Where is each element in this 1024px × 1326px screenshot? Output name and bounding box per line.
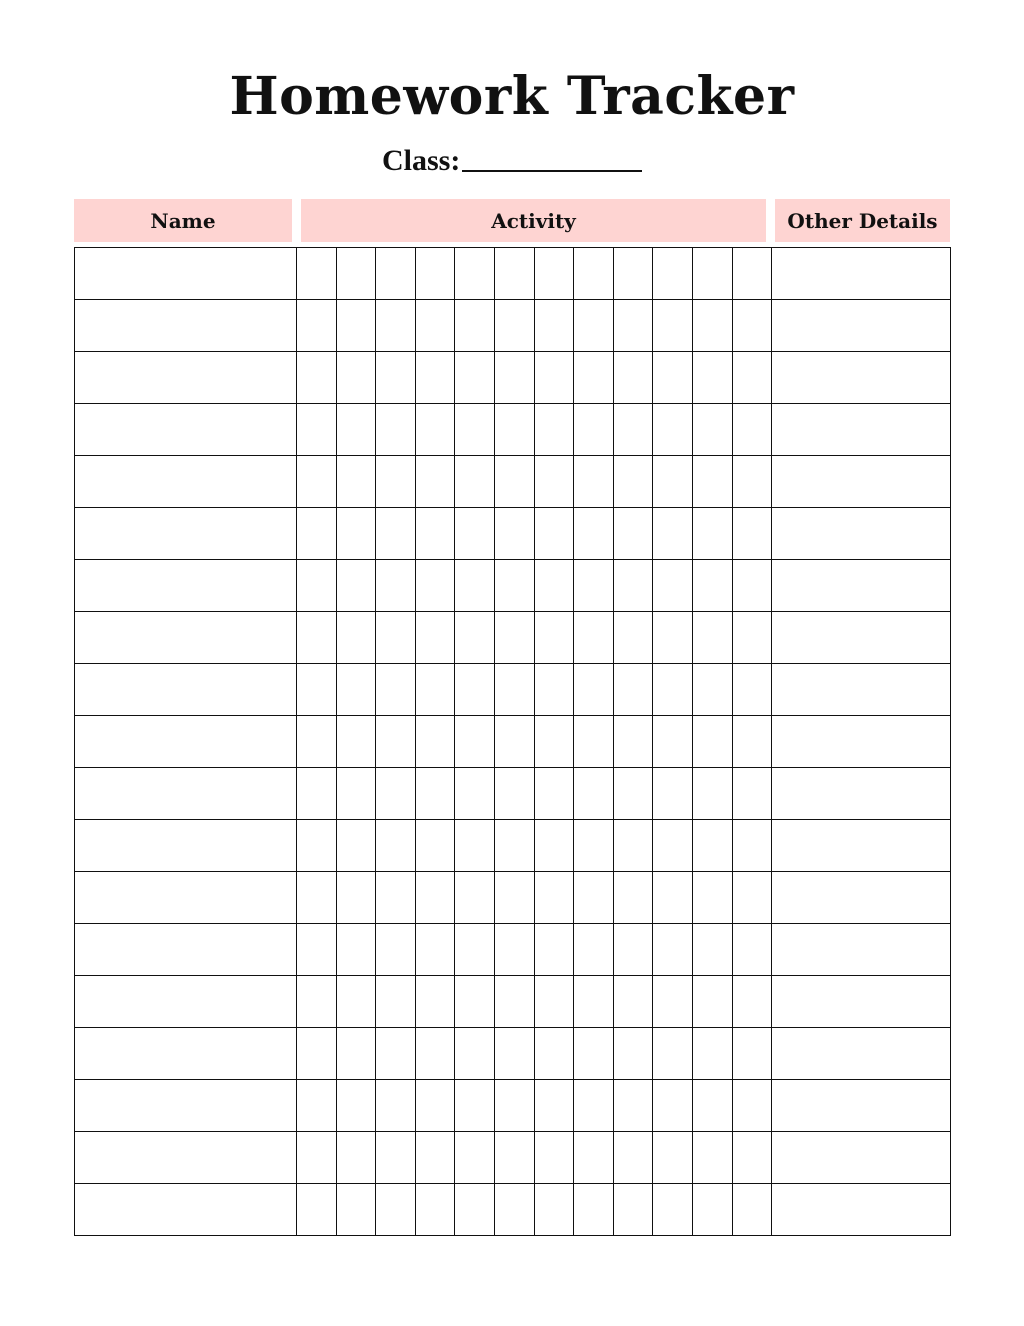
activity-checkbox-cell[interactable] bbox=[732, 976, 772, 1028]
activity-checkbox-cell[interactable] bbox=[692, 456, 732, 508]
name-cell[interactable] bbox=[75, 924, 297, 976]
activity-checkbox-cell[interactable] bbox=[534, 300, 574, 352]
activity-checkbox-cell[interactable] bbox=[574, 1184, 614, 1236]
activity-checkbox-cell[interactable] bbox=[376, 1184, 416, 1236]
table-row bbox=[75, 976, 951, 1028]
activity-checkbox-cell[interactable] bbox=[455, 976, 495, 1028]
activity-checkbox-cell[interactable] bbox=[376, 456, 416, 508]
table-row bbox=[75, 300, 951, 352]
name-cell[interactable] bbox=[75, 664, 297, 716]
activity-checkbox-cell[interactable] bbox=[336, 404, 376, 456]
activity-checkbox-cell[interactable] bbox=[574, 1132, 614, 1184]
table-row bbox=[75, 560, 951, 612]
activity-checkbox-cell[interactable] bbox=[297, 404, 337, 456]
header-activity bbox=[301, 199, 766, 242]
activity-checkbox-cell[interactable] bbox=[494, 300, 534, 352]
activity-checkbox-cell[interactable] bbox=[653, 820, 693, 872]
activity-checkbox-cell[interactable] bbox=[494, 872, 534, 924]
table-row bbox=[75, 924, 951, 976]
activity-checkbox-cell[interactable] bbox=[574, 404, 614, 456]
other-details-cell[interactable] bbox=[772, 976, 951, 1028]
table-row bbox=[75, 612, 951, 664]
other-details-cell[interactable] bbox=[772, 820, 951, 872]
other-details-cell[interactable] bbox=[772, 924, 951, 976]
activity-checkbox-cell[interactable] bbox=[732, 872, 772, 924]
activity-checkbox-cell[interactable] bbox=[415, 508, 455, 560]
activity-checkbox-cell[interactable] bbox=[376, 716, 416, 768]
activity-checkbox-cell[interactable] bbox=[534, 976, 574, 1028]
activity-checkbox-cell[interactable] bbox=[297, 248, 337, 300]
tracker-grid bbox=[74, 247, 951, 1236]
activity-checkbox-cell[interactable] bbox=[376, 612, 416, 664]
activity-checkbox-cell[interactable] bbox=[653, 560, 693, 612]
other-details-cell[interactable] bbox=[772, 768, 951, 820]
activity-checkbox-cell[interactable] bbox=[297, 456, 337, 508]
activity-checkbox-cell[interactable] bbox=[613, 404, 653, 456]
activity-checkbox-cell[interactable] bbox=[574, 716, 614, 768]
activity-checkbox-cell[interactable] bbox=[415, 1028, 455, 1080]
other-details-cell[interactable] bbox=[772, 456, 951, 508]
name-cell[interactable] bbox=[75, 560, 297, 612]
activity-checkbox-cell[interactable] bbox=[732, 300, 772, 352]
activity-checkbox-cell[interactable] bbox=[653, 872, 693, 924]
activity-checkbox-cell[interactable] bbox=[732, 768, 772, 820]
activity-checkbox-cell[interactable] bbox=[692, 612, 732, 664]
activity-checkbox-cell[interactable] bbox=[613, 352, 653, 404]
activity-checkbox-cell[interactable] bbox=[376, 768, 416, 820]
activity-checkbox-cell[interactable] bbox=[336, 924, 376, 976]
activity-checkbox-cell[interactable] bbox=[732, 456, 772, 508]
class-input-line[interactable] bbox=[462, 170, 642, 172]
name-cell[interactable] bbox=[75, 248, 297, 300]
activity-checkbox-cell[interactable] bbox=[732, 404, 772, 456]
activity-checkbox-cell[interactable] bbox=[415, 1080, 455, 1132]
table-row bbox=[75, 1028, 951, 1080]
other-details-cell[interactable] bbox=[772, 872, 951, 924]
activity-checkbox-cell[interactable] bbox=[336, 300, 376, 352]
activity-checkbox-cell[interactable] bbox=[455, 872, 495, 924]
activity-checkbox-cell[interactable] bbox=[574, 612, 614, 664]
activity-checkbox-cell[interactable] bbox=[494, 924, 534, 976]
table-row bbox=[75, 1132, 951, 1184]
activity-checkbox-cell[interactable] bbox=[692, 1132, 732, 1184]
activity-checkbox-cell[interactable] bbox=[297, 352, 337, 404]
activity-checkbox-cell[interactable] bbox=[494, 976, 534, 1028]
name-cell[interactable] bbox=[75, 820, 297, 872]
activity-checkbox-cell[interactable] bbox=[574, 248, 614, 300]
activity-checkbox-cell[interactable] bbox=[297, 768, 337, 820]
activity-checkbox-cell[interactable] bbox=[692, 664, 732, 716]
activity-checkbox-cell[interactable] bbox=[653, 508, 693, 560]
other-details-cell[interactable] bbox=[772, 716, 951, 768]
activity-checkbox-cell[interactable] bbox=[376, 560, 416, 612]
activity-checkbox-cell[interactable] bbox=[297, 612, 337, 664]
activity-checkbox-cell[interactable] bbox=[376, 404, 416, 456]
name-cell[interactable] bbox=[75, 872, 297, 924]
name-cell[interactable] bbox=[75, 1028, 297, 1080]
activity-checkbox-cell[interactable] bbox=[653, 924, 693, 976]
table-row bbox=[75, 404, 951, 456]
page-title: Homework Tracker bbox=[229, 66, 795, 127]
activity-checkbox-cell[interactable] bbox=[415, 248, 455, 300]
activity-checkbox-cell[interactable] bbox=[494, 456, 534, 508]
activity-checkbox-cell[interactable] bbox=[376, 1028, 416, 1080]
table-row bbox=[75, 1080, 951, 1132]
activity-checkbox-cell[interactable] bbox=[732, 1080, 772, 1132]
activity-checkbox-cell[interactable] bbox=[336, 872, 376, 924]
other-details-cell[interactable] bbox=[772, 664, 951, 716]
table-row bbox=[75, 872, 951, 924]
table-row bbox=[75, 248, 951, 300]
activity-checkbox-cell[interactable] bbox=[534, 352, 574, 404]
activity-checkbox-cell[interactable] bbox=[732, 820, 772, 872]
activity-checkbox-cell[interactable] bbox=[376, 1080, 416, 1132]
activity-checkbox-cell[interactable] bbox=[455, 508, 495, 560]
activity-checkbox-cell[interactable] bbox=[455, 352, 495, 404]
activity-checkbox-cell[interactable] bbox=[613, 1132, 653, 1184]
activity-checkbox-cell[interactable] bbox=[455, 768, 495, 820]
activity-checkbox-cell[interactable] bbox=[415, 716, 455, 768]
activity-checkbox-cell[interactable] bbox=[653, 300, 693, 352]
activity-checkbox-cell[interactable] bbox=[494, 612, 534, 664]
activity-checkbox-cell[interactable] bbox=[574, 768, 614, 820]
activity-checkbox-cell[interactable] bbox=[336, 1028, 376, 1080]
header-activity-label: Activity bbox=[491, 208, 576, 233]
activity-checkbox-cell[interactable] bbox=[297, 1080, 337, 1132]
activity-checkbox-cell[interactable] bbox=[653, 456, 693, 508]
activity-checkbox-cell[interactable] bbox=[574, 924, 614, 976]
activity-checkbox-cell[interactable] bbox=[376, 352, 416, 404]
activity-checkbox-cell[interactable] bbox=[574, 1080, 614, 1132]
activity-checkbox-cell[interactable] bbox=[336, 248, 376, 300]
activity-checkbox-cell[interactable] bbox=[692, 508, 732, 560]
activity-checkbox-cell[interactable] bbox=[534, 1080, 574, 1132]
name-cell[interactable] bbox=[75, 508, 297, 560]
activity-checkbox-cell[interactable] bbox=[415, 1184, 455, 1236]
activity-checkbox-cell[interactable] bbox=[376, 508, 416, 560]
name-cell[interactable] bbox=[75, 352, 297, 404]
table-row bbox=[75, 716, 951, 768]
activity-checkbox-cell[interactable] bbox=[455, 456, 495, 508]
other-details-cell[interactable] bbox=[772, 248, 951, 300]
activity-checkbox-cell[interactable] bbox=[494, 508, 534, 560]
activity-checkbox-cell[interactable] bbox=[534, 456, 574, 508]
activity-checkbox-cell[interactable] bbox=[613, 560, 653, 612]
other-details-cell[interactable] bbox=[772, 1080, 951, 1132]
activity-checkbox-cell[interactable] bbox=[534, 612, 574, 664]
activity-checkbox-cell[interactable] bbox=[653, 976, 693, 1028]
activity-checkbox-cell[interactable] bbox=[415, 300, 455, 352]
other-details-cell[interactable] bbox=[772, 404, 951, 456]
activity-checkbox-cell[interactable] bbox=[297, 664, 337, 716]
activity-checkbox-cell[interactable] bbox=[455, 1132, 495, 1184]
table-row bbox=[75, 664, 951, 716]
activity-checkbox-cell[interactable] bbox=[376, 248, 416, 300]
activity-checkbox-cell[interactable] bbox=[534, 872, 574, 924]
activity-checkbox-cell[interactable] bbox=[376, 1132, 416, 1184]
activity-checkbox-cell[interactable] bbox=[732, 1184, 772, 1236]
activity-checkbox-cell[interactable] bbox=[297, 508, 337, 560]
activity-checkbox-cell[interactable] bbox=[336, 976, 376, 1028]
activity-checkbox-cell[interactable] bbox=[653, 1184, 693, 1236]
activity-checkbox-cell[interactable] bbox=[534, 768, 574, 820]
activity-checkbox-cell[interactable] bbox=[613, 768, 653, 820]
activity-checkbox-cell[interactable] bbox=[692, 404, 732, 456]
activity-checkbox-cell[interactable] bbox=[613, 456, 653, 508]
activity-checkbox-cell[interactable] bbox=[534, 664, 574, 716]
activity-checkbox-cell[interactable] bbox=[534, 924, 574, 976]
activity-checkbox-cell[interactable] bbox=[653, 248, 693, 300]
activity-checkbox-cell[interactable] bbox=[376, 924, 416, 976]
activity-checkbox-cell[interactable] bbox=[613, 820, 653, 872]
activity-checkbox-cell[interactable] bbox=[653, 1080, 693, 1132]
activity-checkbox-cell[interactable] bbox=[653, 404, 693, 456]
activity-checkbox-cell[interactable] bbox=[415, 456, 455, 508]
activity-checkbox-cell[interactable] bbox=[732, 560, 772, 612]
activity-checkbox-cell[interactable] bbox=[297, 976, 337, 1028]
activity-checkbox-cell[interactable] bbox=[534, 560, 574, 612]
activity-checkbox-cell[interactable] bbox=[692, 1028, 732, 1080]
activity-checkbox-cell[interactable] bbox=[455, 612, 495, 664]
activity-checkbox-cell[interactable] bbox=[336, 1080, 376, 1132]
activity-checkbox-cell[interactable] bbox=[692, 768, 732, 820]
activity-checkbox-cell[interactable] bbox=[574, 976, 614, 1028]
activity-checkbox-cell[interactable] bbox=[574, 300, 614, 352]
class-field bbox=[382, 142, 642, 178]
activity-checkbox-cell[interactable] bbox=[415, 976, 455, 1028]
activity-checkbox-cell[interactable] bbox=[732, 924, 772, 976]
other-details-cell[interactable] bbox=[772, 1132, 951, 1184]
activity-checkbox-cell[interactable] bbox=[653, 768, 693, 820]
other-details-cell[interactable] bbox=[772, 352, 951, 404]
activity-checkbox-cell[interactable] bbox=[692, 352, 732, 404]
name-cell[interactable] bbox=[75, 1184, 297, 1236]
activity-checkbox-cell[interactable] bbox=[415, 404, 455, 456]
other-details-cell[interactable] bbox=[772, 1184, 951, 1236]
activity-checkbox-cell[interactable] bbox=[415, 924, 455, 976]
activity-checkbox-cell[interactable] bbox=[455, 404, 495, 456]
activity-checkbox-cell[interactable] bbox=[613, 924, 653, 976]
name-cell[interactable] bbox=[75, 1080, 297, 1132]
activity-checkbox-cell[interactable] bbox=[574, 352, 614, 404]
activity-checkbox-cell[interactable] bbox=[455, 924, 495, 976]
header-name bbox=[74, 199, 292, 242]
activity-checkbox-cell[interactable] bbox=[613, 1184, 653, 1236]
activity-checkbox-cell[interactable] bbox=[415, 352, 455, 404]
activity-checkbox-cell[interactable] bbox=[415, 664, 455, 716]
other-details-cell[interactable] bbox=[772, 508, 951, 560]
activity-checkbox-cell[interactable] bbox=[415, 560, 455, 612]
activity-checkbox-cell[interactable] bbox=[297, 560, 337, 612]
activity-checkbox-cell[interactable] bbox=[336, 456, 376, 508]
activity-checkbox-cell[interactable] bbox=[494, 716, 534, 768]
activity-checkbox-cell[interactable] bbox=[297, 300, 337, 352]
name-cell[interactable] bbox=[75, 612, 297, 664]
activity-checkbox-cell[interactable] bbox=[534, 1184, 574, 1236]
activity-checkbox-cell[interactable] bbox=[455, 248, 495, 300]
activity-checkbox-cell[interactable] bbox=[574, 1028, 614, 1080]
activity-checkbox-cell[interactable] bbox=[692, 1184, 732, 1236]
activity-checkbox-cell[interactable] bbox=[574, 456, 614, 508]
activity-checkbox-cell[interactable] bbox=[415, 768, 455, 820]
activity-checkbox-cell[interactable] bbox=[455, 820, 495, 872]
activity-checkbox-cell[interactable] bbox=[376, 820, 416, 872]
class-label: Class: bbox=[382, 144, 461, 177]
activity-checkbox-cell[interactable] bbox=[455, 1184, 495, 1236]
activity-checkbox-cell[interactable] bbox=[494, 404, 534, 456]
activity-checkbox-cell[interactable] bbox=[692, 1080, 732, 1132]
table-row bbox=[75, 820, 951, 872]
activity-checkbox-cell[interactable] bbox=[297, 924, 337, 976]
activity-checkbox-cell[interactable] bbox=[297, 820, 337, 872]
activity-checkbox-cell[interactable] bbox=[653, 664, 693, 716]
activity-checkbox-cell[interactable] bbox=[613, 976, 653, 1028]
activity-checkbox-cell[interactable] bbox=[494, 1132, 534, 1184]
activity-checkbox-cell[interactable] bbox=[653, 612, 693, 664]
activity-checkbox-cell[interactable] bbox=[494, 560, 534, 612]
activity-checkbox-cell[interactable] bbox=[534, 1028, 574, 1080]
activity-checkbox-cell[interactable] bbox=[336, 716, 376, 768]
activity-checkbox-cell[interactable] bbox=[692, 820, 732, 872]
header-name-label: Name bbox=[150, 208, 216, 233]
activity-checkbox-cell[interactable] bbox=[415, 612, 455, 664]
activity-checkbox-cell[interactable] bbox=[494, 352, 534, 404]
activity-checkbox-cell[interactable] bbox=[336, 352, 376, 404]
activity-checkbox-cell[interactable] bbox=[297, 716, 337, 768]
activity-checkbox-cell[interactable] bbox=[653, 1132, 693, 1184]
header-other-details-label: Other Details bbox=[787, 208, 938, 233]
activity-checkbox-cell[interactable] bbox=[494, 248, 534, 300]
activity-checkbox-cell[interactable] bbox=[574, 872, 614, 924]
activity-checkbox-cell[interactable] bbox=[376, 300, 416, 352]
activity-checkbox-cell[interactable] bbox=[692, 716, 732, 768]
activity-checkbox-cell[interactable] bbox=[653, 352, 693, 404]
activity-checkbox-cell[interactable] bbox=[336, 1132, 376, 1184]
activity-checkbox-cell[interactable] bbox=[534, 508, 574, 560]
activity-checkbox-cell[interactable] bbox=[574, 508, 614, 560]
activity-checkbox-cell[interactable] bbox=[534, 1132, 574, 1184]
activity-checkbox-cell[interactable] bbox=[455, 300, 495, 352]
activity-checkbox-cell[interactable] bbox=[494, 820, 534, 872]
name-cell[interactable] bbox=[75, 716, 297, 768]
activity-checkbox-cell[interactable] bbox=[692, 872, 732, 924]
activity-checkbox-cell[interactable] bbox=[732, 1132, 772, 1184]
other-details-cell[interactable] bbox=[772, 1028, 951, 1080]
name-cell[interactable] bbox=[75, 976, 297, 1028]
activity-checkbox-cell[interactable] bbox=[494, 768, 534, 820]
activity-checkbox-cell[interactable] bbox=[336, 560, 376, 612]
activity-checkbox-cell[interactable] bbox=[732, 612, 772, 664]
activity-checkbox-cell[interactable] bbox=[613, 248, 653, 300]
activity-checkbox-cell[interactable] bbox=[376, 664, 416, 716]
other-details-cell[interactable] bbox=[772, 612, 951, 664]
activity-checkbox-cell[interactable] bbox=[653, 1028, 693, 1080]
activity-checkbox-cell[interactable] bbox=[297, 1028, 337, 1080]
activity-checkbox-cell[interactable] bbox=[455, 1028, 495, 1080]
activity-checkbox-cell[interactable] bbox=[455, 716, 495, 768]
activity-checkbox-cell[interactable] bbox=[336, 612, 376, 664]
activity-checkbox-cell[interactable] bbox=[732, 248, 772, 300]
activity-checkbox-cell[interactable] bbox=[297, 872, 337, 924]
activity-checkbox-cell[interactable] bbox=[732, 508, 772, 560]
activity-checkbox-cell[interactable] bbox=[336, 508, 376, 560]
activity-checkbox-cell[interactable] bbox=[336, 768, 376, 820]
activity-checkbox-cell[interactable] bbox=[336, 664, 376, 716]
activity-checkbox-cell[interactable] bbox=[613, 664, 653, 716]
activity-checkbox-cell[interactable] bbox=[613, 612, 653, 664]
activity-checkbox-cell[interactable] bbox=[613, 1080, 653, 1132]
activity-checkbox-cell[interactable] bbox=[534, 248, 574, 300]
activity-checkbox-cell[interactable] bbox=[692, 976, 732, 1028]
name-cell[interactable] bbox=[75, 404, 297, 456]
activity-checkbox-cell[interactable] bbox=[732, 716, 772, 768]
activity-checkbox-cell[interactable] bbox=[732, 352, 772, 404]
activity-checkbox-cell[interactable] bbox=[613, 300, 653, 352]
name-cell[interactable] bbox=[75, 456, 297, 508]
activity-checkbox-cell[interactable] bbox=[534, 404, 574, 456]
activity-checkbox-cell[interactable] bbox=[534, 716, 574, 768]
activity-checkbox-cell[interactable] bbox=[455, 1080, 495, 1132]
table-row bbox=[75, 352, 951, 404]
activity-checkbox-cell[interactable] bbox=[494, 1080, 534, 1132]
table-row bbox=[75, 768, 951, 820]
activity-checkbox-cell[interactable] bbox=[415, 872, 455, 924]
activity-checkbox-cell[interactable] bbox=[574, 820, 614, 872]
activity-checkbox-cell[interactable] bbox=[494, 664, 534, 716]
activity-checkbox-cell[interactable] bbox=[732, 1028, 772, 1080]
activity-checkbox-cell[interactable] bbox=[653, 716, 693, 768]
activity-checkbox-cell[interactable] bbox=[336, 1184, 376, 1236]
activity-checkbox-cell[interactable] bbox=[692, 924, 732, 976]
activity-checkbox-cell[interactable] bbox=[455, 664, 495, 716]
name-cell[interactable] bbox=[75, 768, 297, 820]
activity-checkbox-cell[interactable] bbox=[336, 820, 376, 872]
table-row bbox=[75, 1184, 951, 1236]
activity-checkbox-cell[interactable] bbox=[376, 976, 416, 1028]
name-cell[interactable] bbox=[75, 300, 297, 352]
activity-checkbox-cell[interactable] bbox=[534, 820, 574, 872]
header-other-details bbox=[775, 199, 950, 242]
activity-checkbox-cell[interactable] bbox=[613, 508, 653, 560]
activity-checkbox-cell[interactable] bbox=[732, 664, 772, 716]
activity-checkbox-cell[interactable] bbox=[574, 664, 614, 716]
activity-checkbox-cell[interactable] bbox=[455, 560, 495, 612]
activity-checkbox-cell[interactable] bbox=[613, 1028, 653, 1080]
table-row bbox=[75, 456, 951, 508]
activity-checkbox-cell[interactable] bbox=[692, 560, 732, 612]
activity-checkbox-cell[interactable] bbox=[574, 560, 614, 612]
activity-checkbox-cell[interactable] bbox=[613, 716, 653, 768]
activity-checkbox-cell[interactable] bbox=[415, 1132, 455, 1184]
activity-checkbox-cell[interactable] bbox=[297, 1184, 337, 1236]
other-details-cell[interactable] bbox=[772, 560, 951, 612]
table-row bbox=[75, 508, 951, 560]
name-cell[interactable] bbox=[75, 1132, 297, 1184]
activity-checkbox-cell[interactable] bbox=[494, 1184, 534, 1236]
activity-checkbox-cell[interactable] bbox=[297, 1132, 337, 1184]
activity-checkbox-cell[interactable] bbox=[613, 872, 653, 924]
other-details-cell[interactable] bbox=[772, 300, 951, 352]
activity-checkbox-cell[interactable] bbox=[692, 248, 732, 300]
activity-checkbox-cell[interactable] bbox=[415, 820, 455, 872]
activity-checkbox-cell[interactable] bbox=[692, 300, 732, 352]
activity-checkbox-cell[interactable] bbox=[376, 872, 416, 924]
activity-checkbox-cell[interactable] bbox=[494, 1028, 534, 1080]
